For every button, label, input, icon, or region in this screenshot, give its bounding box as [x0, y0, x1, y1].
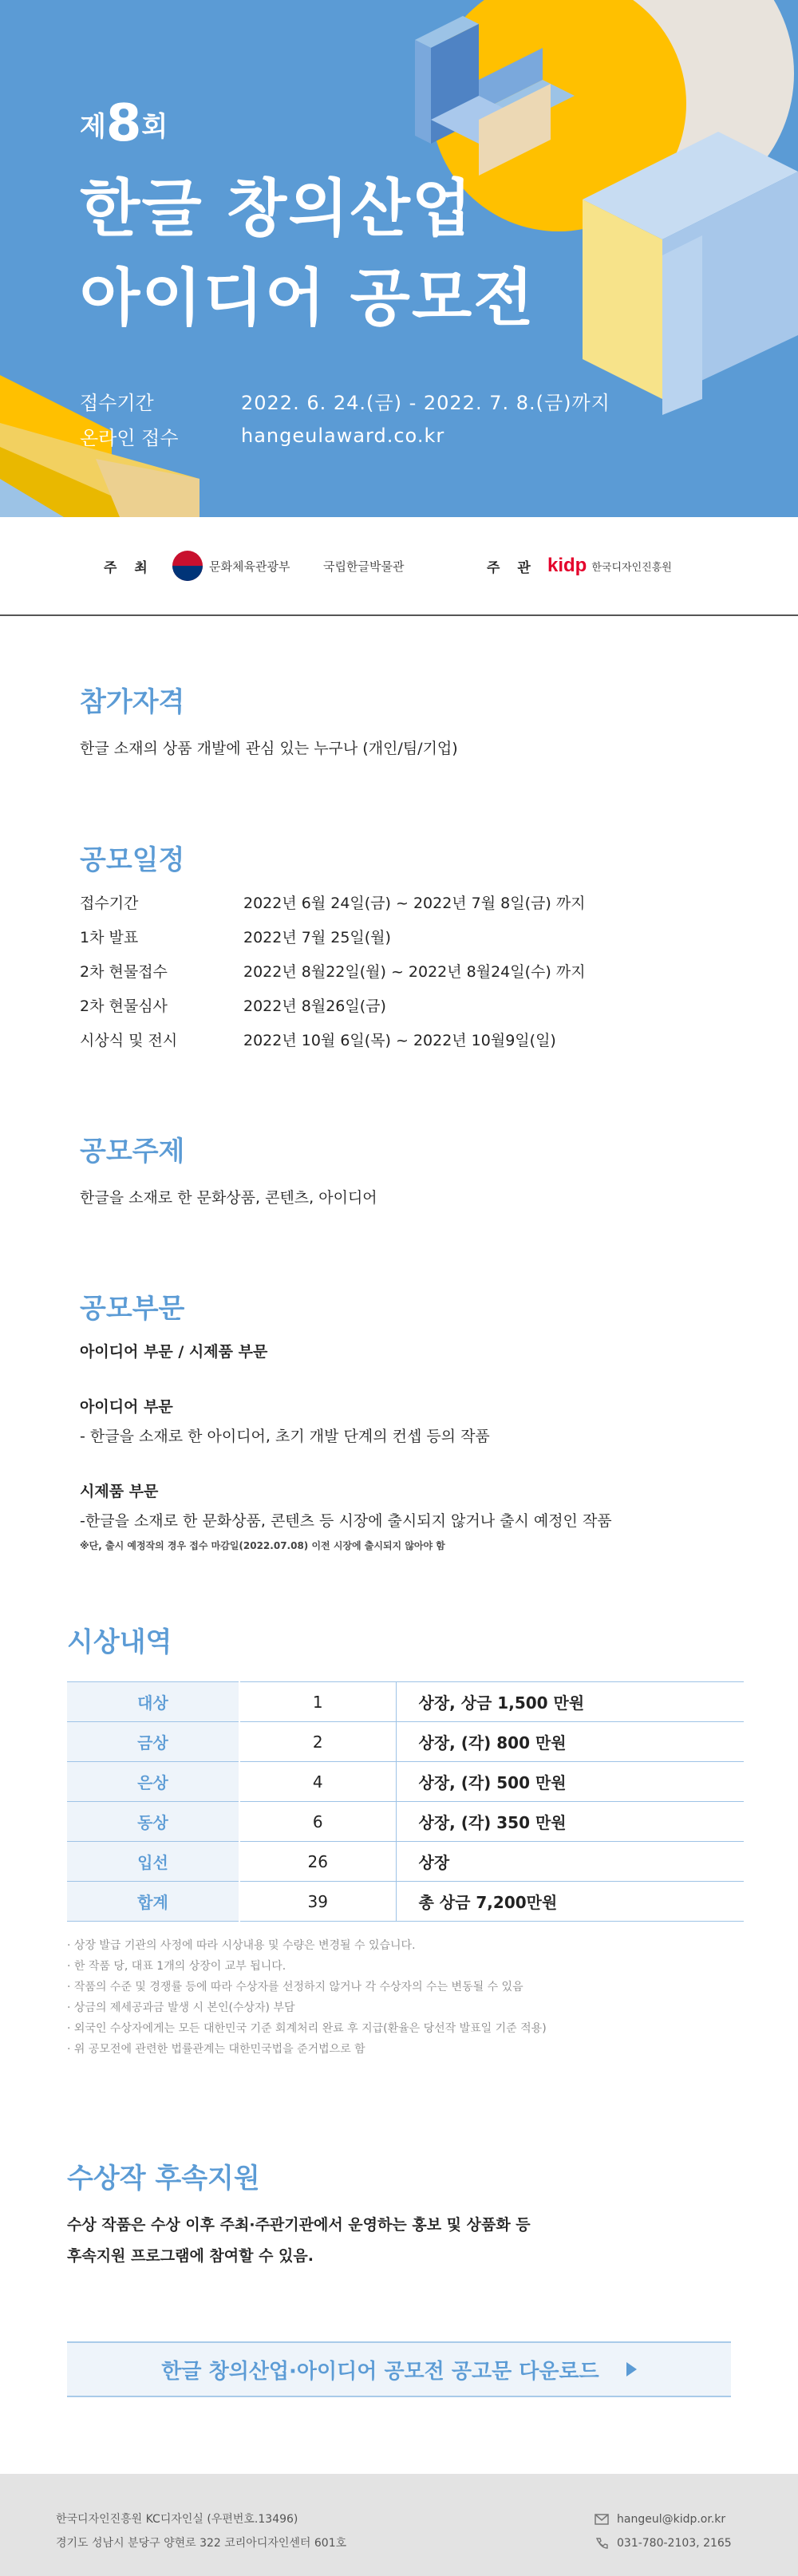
email-link[interactable]: hangeul@kidp.or.kr: [617, 2513, 726, 2526]
footer-address: [56, 2507, 346, 2555]
schedule-row: [80, 988, 586, 1022]
phone-icon: [595, 2538, 609, 2549]
online-label: 온라인 접수: [80, 426, 179, 449]
footer-contact: [595, 2507, 732, 2555]
award-prize: 상장, 상금 1,500 만원: [396, 1682, 744, 1722]
museum-name: 국립한글박물관: [323, 559, 405, 574]
edition-label: [80, 94, 168, 153]
categories-summary: 아이디어 부문 / 시제품 부문: [80, 1343, 268, 1361]
kidp-org: [547, 555, 672, 577]
edition-suffix: 회: [141, 111, 168, 143]
hero-info-period: [80, 383, 610, 418]
proto-desc: -한글을 소재로 한 문화상품, 콘텐츠 등 시장에 출시되지 않거나 출시 예정인 작품: [80, 1512, 612, 1530]
schedule-label: 시상식 및 전시: [80, 1032, 178, 1049]
theme-title: 공모주제: [80, 1136, 185, 1167]
address-line2: 경기도 성남시 분당구 양현로 322 코리아디자인센터 601호: [56, 2537, 347, 2550]
awards-title: 시상내역: [67, 1626, 172, 1658]
schedule-row: [80, 885, 586, 919]
award-prize: 상장, (각) 800 만원: [396, 1722, 744, 1762]
hero-title: [80, 164, 535, 343]
support-title: 수상작 후속지원: [67, 2163, 260, 2195]
award-row: [67, 1842, 744, 1882]
awards-note: · 상금의 제세공과금 발생 시 본인(수상자) 부담: [67, 2001, 295, 2014]
email-item: [595, 2507, 732, 2531]
organizer-label: 주 관: [487, 559, 537, 576]
award-count: 6: [239, 1802, 396, 1842]
schedule-value: 2022년 6월 24일(금) ~ 2022년 7월 8일(금) 까지: [243, 895, 586, 912]
kidp-logo-icon: kidp: [547, 555, 587, 576]
awards-note: · 한 작품 당, 대표 1개의 상장이 교부 됩니다.: [67, 1960, 286, 1973]
schedule-row: [80, 954, 586, 988]
schedule-section: [80, 838, 586, 1057]
online-url-link[interactable]: hangeulaward.co.kr: [241, 425, 445, 447]
eligibility-text: 한글 소재의 상품 개발에 관심 있는 누구나 (개인/팀/기업): [80, 740, 458, 757]
schedule-row: [80, 1022, 586, 1057]
mcst-emblem-icon: [172, 551, 203, 581]
award-name: 입선: [67, 1842, 239, 1882]
eligibility-section: [80, 680, 458, 758]
award-row: [67, 1802, 744, 1842]
award-name: 금상: [67, 1722, 239, 1762]
hero-info-online: [80, 418, 610, 453]
awards-note: · 작품의 수준 및 경쟁률 등에 따라 수상자를 선정하지 않거나 각 수상자의 수는 변동될 수 있음: [67, 1981, 523, 1993]
download-notice-button[interactable]: [67, 2341, 731, 2397]
hosts-bar: [0, 517, 798, 616]
awards-note: · 위 공모전에 관련한 법률관계는 대한민국법을 준거법으로 함: [67, 2043, 365, 2056]
schedule-row: [80, 919, 586, 954]
mcst-org: [172, 551, 290, 581]
phone-item: [595, 2531, 732, 2555]
theme-section: [80, 1129, 377, 1207]
phone-number: 031-780-2103, 2165: [617, 2537, 732, 2550]
award-prize: 상장, (각) 350 만원: [396, 1802, 744, 1842]
awards-notes: [67, 1935, 547, 2060]
support-line2: 후속지원 프로그램에 참여할 수 있음.: [67, 2247, 314, 2265]
mail-icon: [595, 2514, 609, 2525]
schedule-value: 2022년 8월26일(금): [243, 998, 386, 1015]
hero-title-line1: 한글 창의산업: [80, 173, 474, 245]
schedule-title: 공모일정: [80, 844, 185, 876]
period-value: 2022. 6. 24.(금) - 2022. 7. 8.(금)까지: [241, 391, 610, 414]
proto-note: ※단, 출시 예정작의 경우 접수 마감일(2022.07.08) 이전 시장에 출시되지 않아야 함: [80, 1540, 445, 1551]
categories-section: [80, 1286, 612, 1552]
schedule-value: 2022년 8월22일(월) ~ 2022년 8월24일(수) 까지: [243, 963, 586, 981]
award-count: 26: [239, 1842, 396, 1882]
award-prize: 상장: [396, 1842, 744, 1882]
awards-section: [67, 1620, 172, 1659]
award-count: 4: [239, 1762, 396, 1802]
edition-prefix: 제: [80, 111, 106, 143]
support-line1: 수상 작품은 수상 이후 주최·주관기관에서 운영하는 홍보 및 상품화 등: [67, 2216, 531, 2234]
hero-info: [80, 383, 610, 453]
award-prize: 상장, (각) 500 만원: [396, 1762, 744, 1802]
hero-banner: [0, 0, 798, 517]
period-label: 접수기간: [80, 391, 154, 414]
kidp-name: 한국디자인진흥원: [591, 561, 672, 574]
award-name: 대상: [67, 1682, 239, 1722]
host-label: 주 최: [104, 559, 154, 576]
award-name: 은상: [67, 1762, 239, 1802]
award-count: 39: [239, 1882, 396, 1922]
award-total-row: [67, 1882, 744, 1922]
award-row: [67, 1762, 744, 1802]
idea-desc: - 한글을 소재로 한 아이디어, 초기 개발 단계의 컨셉 등의 작품: [80, 1428, 490, 1445]
schedule-label: 접수기간: [80, 895, 139, 912]
hero-title-line2: 아이디어 공모전: [80, 263, 535, 334]
award-name: 합계: [67, 1882, 239, 1922]
awards-table: [67, 1681, 744, 1922]
schedule-label: 1차 발표: [80, 929, 139, 946]
schedule-list: [80, 885, 586, 1057]
award-row: [67, 1722, 744, 1762]
idea-title: 아이디어 부문: [80, 1398, 173, 1416]
footer: [0, 2474, 798, 2576]
schedule-label: 2차 현물심사: [80, 998, 168, 1015]
schedule-label: 2차 현물접수: [80, 963, 168, 981]
award-row: [67, 1682, 744, 1722]
schedule-value: 2022년 10월 6일(목) ~ 2022년 10월9일(일): [243, 1032, 556, 1049]
support-section: [67, 2156, 531, 2266]
award-count: 2: [239, 1722, 396, 1762]
categories-title: 공모부문: [80, 1293, 185, 1325]
address-line1: 한국디자인진흥원 KC디자인실 (우편번호.13496): [56, 2513, 298, 2526]
proto-title: 시제품 부문: [80, 1483, 159, 1500]
play-arrow-icon: [626, 2362, 637, 2376]
award-name: 동상: [67, 1802, 239, 1842]
edition-number: 8: [105, 94, 142, 153]
award-prize: 총 상금 7,200만원: [396, 1882, 744, 1922]
awards-note: · 상장 발급 기관의 사정에 따라 시상내용 및 수량은 변경될 수 있습니다.: [67, 1939, 416, 1952]
theme-text: 한글을 소재로 한 문화상품, 콘텐츠, 아이디어: [80, 1189, 377, 1207]
mcst-name: 문화체육관광부: [209, 559, 290, 574]
awards-note: · 외국인 수상자에게는 모든 대한민국 기준 회계처리 완료 후 지급(환율은 당선작 발표일 기준 적용): [67, 2022, 547, 2035]
download-label: 한글 창의산업·아이디어 공모전 공고문 다운로드: [161, 2359, 599, 2384]
eligibility-title: 참가자격: [80, 686, 185, 718]
schedule-value: 2022년 7월 25일(월): [243, 929, 391, 946]
award-count: 1: [239, 1682, 396, 1722]
